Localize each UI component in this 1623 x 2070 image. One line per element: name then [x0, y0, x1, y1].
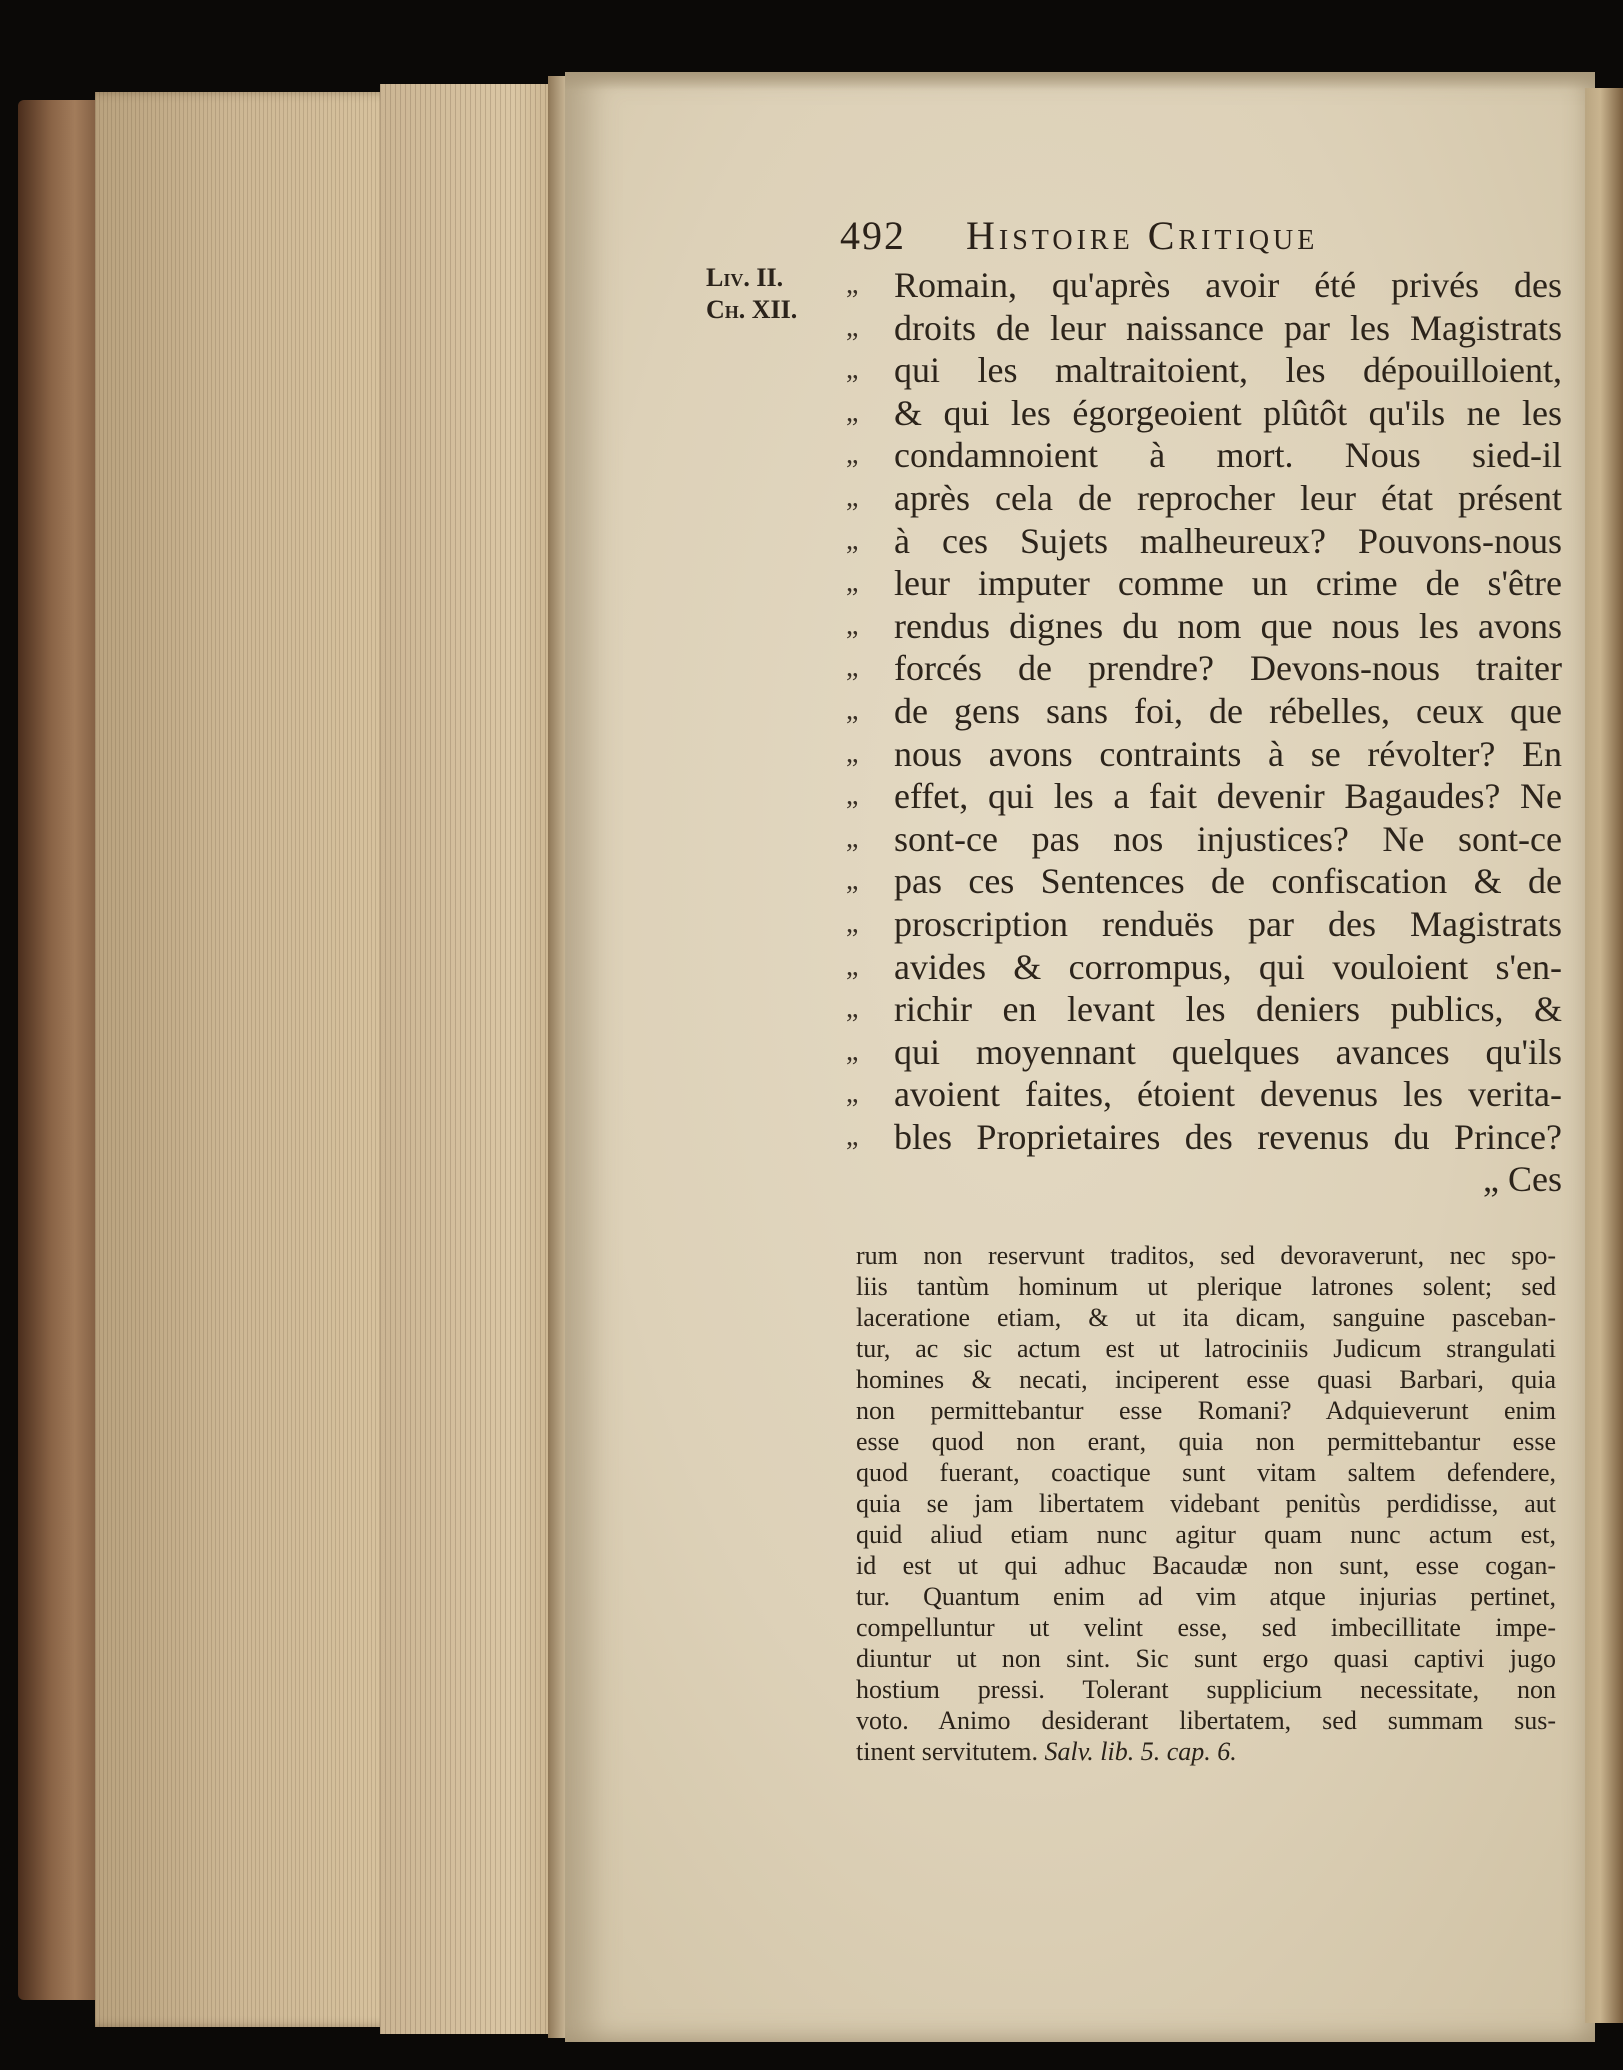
- line-text: leur imputer comme un crime de s'être: [894, 563, 1562, 604]
- catchword: „ Ces: [1483, 1159, 1562, 1200]
- line-text: condamnoient à mort. Nous sied-il: [894, 435, 1562, 476]
- quote-mark: „: [846, 907, 859, 939]
- footnote-line: homines & necati, inciperent esse quasi Barbari, quia: [856, 1365, 1556, 1394]
- quote-mark: „: [846, 993, 859, 1025]
- quote-mark: „: [846, 609, 859, 641]
- line-text: proscription renduës par des Magistrats: [894, 903, 1562, 944]
- text-line: [846, 818, 1562, 861]
- footnote-line: non permittebantur esse Romani? Adquieverunt enim: [856, 1396, 1556, 1425]
- quote-mark: „: [846, 1035, 859, 1067]
- line-text: qui les maltraitoient, les dépouilloient,: [894, 350, 1562, 391]
- main-text-block: [846, 264, 1562, 1200]
- page-right-edge: [1585, 88, 1623, 2023]
- line-text: de gens sans foi, de rébelles, ceux que: [894, 690, 1562, 731]
- footnote-line: quid aliud etiam nunc agitur quam nunc actum est,: [856, 1520, 1556, 1549]
- line-text: qui moyennant quelques avances qu'ils: [894, 1031, 1562, 1072]
- line-text: sont-ce pas nos injustices? Ne sont-ce: [894, 818, 1562, 859]
- text-line: [846, 605, 1562, 648]
- footnote-last-text: tinent servitutem.: [856, 1737, 1038, 1766]
- quote-mark: „: [846, 439, 859, 471]
- footnote-line: quia se jam libertatem videbant penitùs perdidisse, aut: [856, 1489, 1556, 1518]
- quote-mark: „: [846, 311, 859, 343]
- text-line: [846, 1116, 1562, 1159]
- footnote-line: diuntur ut non sint. Sic sunt ergo quasi captivi jugo: [856, 1644, 1556, 1673]
- text-line: [846, 349, 1562, 392]
- footnote-line: tur, ac sic actum est ut latrociniis Judicum strangulati: [856, 1334, 1556, 1363]
- text-line: [846, 264, 1562, 307]
- footnote-line: rum non reservunt traditos, sed devoraverunt, nec spo-: [856, 1241, 1556, 1270]
- text-line: [846, 690, 1562, 733]
- text-line: [846, 434, 1562, 477]
- page-top-shadow: [565, 72, 1595, 90]
- page-number: 492: [840, 213, 906, 258]
- running-title: Histoire Critique: [966, 213, 1319, 258]
- line-text: avides & corrompus, qui vouloient s'en-: [894, 946, 1562, 987]
- footnote-line: laceratione etiam, & ut ita dicam, sanguine pasceban-: [856, 1303, 1556, 1332]
- text-line: [846, 1073, 1562, 1116]
- footnote-line: esse quod non erant, quia non permittebantur esse: [856, 1427, 1556, 1456]
- line-text: richir en levant les deniers publics, &: [894, 989, 1562, 1030]
- quote-mark: „: [846, 694, 859, 726]
- footnote-citation: Salv. lib. 5. cap. 6.: [1044, 1737, 1237, 1766]
- margin-note: [706, 262, 826, 326]
- line-text: bles Proprietaires des revenus du Prince?: [894, 1116, 1562, 1157]
- footnote-last-line: [856, 1736, 1556, 1767]
- footnote-line: quod fuerant, coactique sunt vitam saltem defendere,: [856, 1458, 1556, 1487]
- text-line: [846, 860, 1562, 903]
- text-line: [846, 392, 1562, 435]
- footnote-line: hostium pressi. Tolerant supplicium necessitate, non: [856, 1675, 1556, 1704]
- text-line: [846, 1031, 1562, 1074]
- text-line: [846, 477, 1562, 520]
- quote-mark: „: [846, 481, 859, 513]
- quote-mark: „: [846, 1078, 859, 1110]
- page-block-inner-edges: [380, 84, 570, 2034]
- quote-mark: „: [846, 354, 859, 386]
- text-line: [846, 520, 1562, 563]
- text-line: [846, 903, 1562, 946]
- text-line: [846, 733, 1562, 776]
- line-text: nous avons contraints à se révolter? En: [894, 733, 1562, 774]
- quote-mark: „: [846, 865, 859, 897]
- text-line: [846, 307, 1562, 350]
- quote-mark: „: [846, 652, 859, 684]
- quote-mark: „: [846, 524, 859, 556]
- quote-mark: „: [846, 396, 859, 428]
- line-text: forcés de prendre? Devons-nous traiter: [894, 648, 1562, 689]
- footnote-line: voto. Animo desiderant libertatem, sed summam sus-: [856, 1706, 1556, 1735]
- quote-mark: „: [846, 269, 859, 300]
- footnote-block: [856, 1240, 1556, 1767]
- line-text: Romain, qu'après avoir été privés des: [894, 265, 1562, 305]
- text-line: [846, 988, 1562, 1031]
- quote-mark: „: [846, 950, 859, 982]
- quote-mark: „: [846, 822, 859, 854]
- text-line: [846, 562, 1562, 605]
- margin-note-book: Liv. II.: [706, 263, 784, 292]
- text-line: [846, 946, 1562, 989]
- text-line: [846, 775, 1562, 818]
- line-text: rendus dignes du nom que nous les avons: [894, 605, 1562, 646]
- footnote-line: id est ut qui adhuc Bacaudæ non sunt, esse cogan-: [856, 1551, 1556, 1580]
- quote-mark: „: [846, 567, 859, 599]
- line-text: avoient faites, étoient devenus les verita-: [894, 1074, 1562, 1115]
- margin-note-chapter: Ch. XII.: [706, 295, 798, 324]
- line-text: à ces Sujets malheureux? Pouvons-nous: [894, 520, 1562, 561]
- quote-mark: „: [846, 780, 859, 812]
- line-text: pas ces Sentences de confiscation & de: [894, 861, 1562, 902]
- line-text: effet, qui les a fait devenir Bagaudes? Ne: [894, 776, 1562, 817]
- footnote-line: tur. Quantum enim ad vim atque injurias pertinet,: [856, 1582, 1556, 1611]
- quote-mark: „: [846, 737, 859, 769]
- line-text: après cela de reprocher leur état présent: [894, 477, 1562, 518]
- quote-mark: „: [846, 1120, 859, 1152]
- text-line: [846, 647, 1562, 690]
- running-head: [840, 212, 1480, 260]
- line-text: & qui les égorgeoient plûtôt qu'ils ne les: [894, 392, 1562, 433]
- footnote-line: compelluntur ut velint esse, sed imbecillitate impe-: [856, 1613, 1556, 1642]
- line-text: droits de leur naissance par les Magistrats: [894, 307, 1562, 348]
- footnote-line: liis tantùm hominum ut plerique latrones solent; sed: [856, 1272, 1556, 1301]
